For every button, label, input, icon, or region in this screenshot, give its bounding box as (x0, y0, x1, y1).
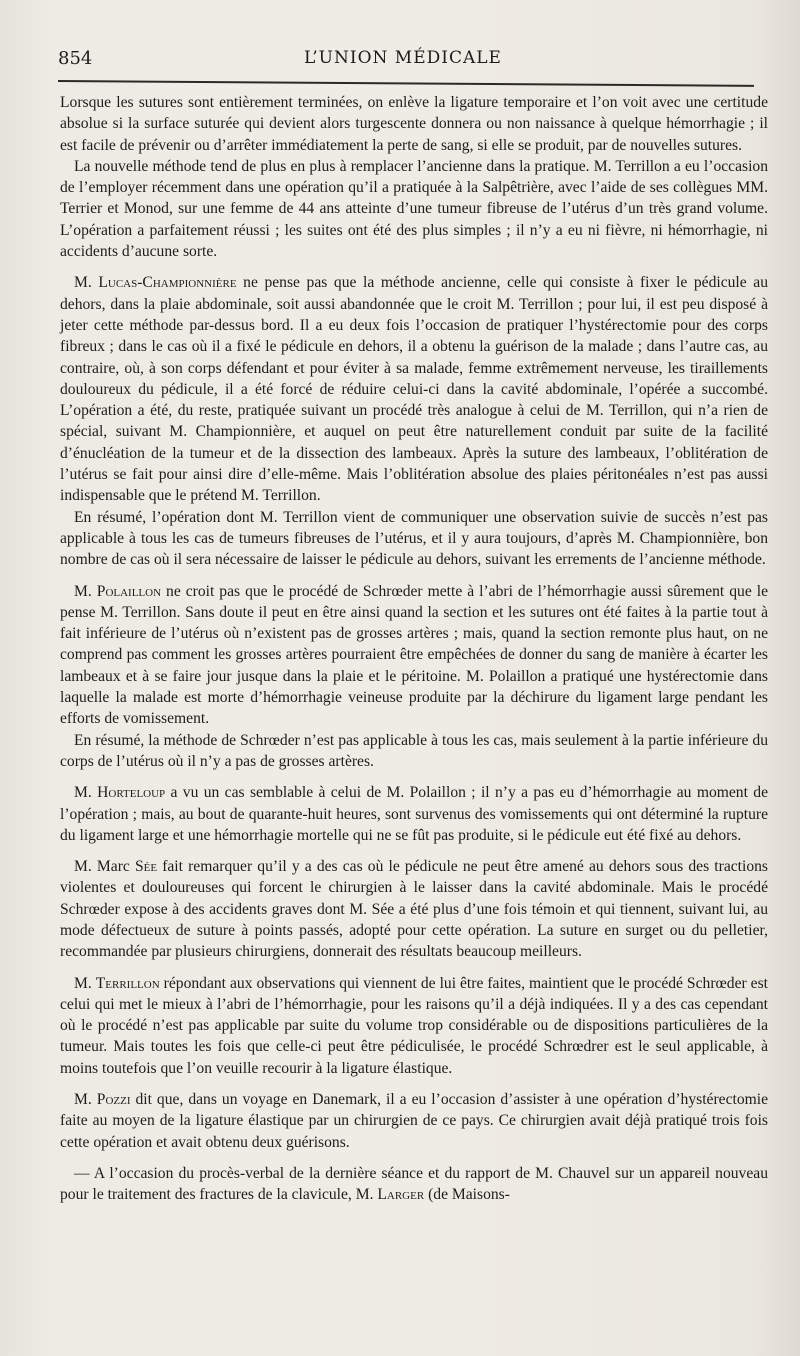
page-number: 854 (58, 48, 93, 69)
paragraph-text: répondant aux observations qui viennent de lui être faites, maintient que le procédé Schrœder est celui qui met le mieux à l’abri de l’hémorrhagie, pour les raisons qu’il a déjà indiquées. Il y a des cas cependant où le procédé n’est pas applicable par suite du volume trop considérable ou de dispositions particulières de la tumeur. Mais toutes les fois que celle-ci peut être pédiculisée, le procédé Schrœdrer est le seul applicable, à moins toutefois que l’on veuille recourir à la ligature élastique. (60, 974, 768, 1077)
paragraph-text: a vu un cas semblable à celui de M. Polaillon ; il n’y a pas eu d’hémorrhagie au moment de l’opération ; mais, au bout de quarante-huit heures, sont survenus des vomissements qui ont déterminé la rupture du ligament large et une hémorrhagie mortelle qui ne se fût pas produite, si le pédicule eut été fixé au dehors. (60, 784, 768, 844)
paragraph-3: M. Lucas-Championnière ne pense pas que la méthode ancienne, celle qui consiste à fixer le pédicule au dehors, dans la plaie abdominale, soit aussi abandonnée que le croit M. Terrillon ; pour lui, il est peu disposé à jeter cette méthode par-dessus bord. Il a eu deux fois l’occasion de pratiquer l’hystérectomie pour des corps fibreux ; dans le cas où il a fixé le pédicule en dehors, il a obtenu la guérison de la malade ; dans l’autre cas, au contraire, où, à son corps défendant et pour éviter à sa malade, femme extrêmement nerveuse, les tiraillements douloureux du pédicule, il a été forcé de réduire celui-ci dans la cavité abdominale, l’opérée a succombé. L’opération a été, du reste, pratiquée suivant un procédé très analogue à celui de M. Terrillon, qui n’a rien de spécial, suivant M. Championnière, et auquel on peut être naturellement conduit par suite de la facilité d’énucléation de la tumeur et de la dissection des lambeaux. Après la suture des lambeaux, l’oblitération de l’utérus se fait pour ainsi dire d’elle-même. Mais l’oblitération absolue des plaies péritonéales n’est pas aussi indispensable que le prétend M. Terrillon. (60, 274, 768, 505)
paragraph-5: M. Polaillon ne croit pas que le procédé de Schrœder mette à l’abri de l’hémorrhagie aussi sûrement que le pense M. Terrillon. Sans doute il peut en être ainsi quand la section et les sutures ont été faites à la partie tout à fait inférieure de l’utérus où n’existent pas de grosses artères ; mais, quand la section remonte plus haut, on ne comprend pas comment les grosses artères pourraient être empêchées de donner du sang de manière à écarter les lambeaux et à se faire jour jusque dans la plaie et le péritoine. M. Polaillon a pratiqué une hystérectomie dans laquelle la malade est morte d’hémorrhagie veineuse produite par la déchirure du ligament large pendant les efforts de vomissement. (60, 582, 768, 728)
paragraph-8: M. Marc Sée fait remarquer qu’il y a des cas où le pédicule ne peut être amené au dehors sous des tractions violentes et douloureuses qui forcent le chirurgien à le laisser dans la cavité abdominale. Mais le procédé Schrœder expose à des accidents graves dont M. Sée a été plus d’une fois témoin et qui tiennent, suivant lui, au mode défectueux de suture à points passés, adopté pour cette opération. La suture en surget ou du pelletier, recommandée par plusieurs chirurgiens, donnerait des résultats beaucoup meilleurs. (60, 858, 768, 961)
paragraph-text: ne pense pas que la méthode ancienne, celle qui consiste à fixer le pédicule au dehors, dans la plaie abdominale, soit aussi abandonnée que le croit M. Terrillon ; pour lui, il est peu disposé à jeter cette méthode par-dessus bord. Il a eu deux fois l’occasion de pratiquer l’hystérectomie pour des corps fibreux ; dans le cas où il a fixé le pédicule en dehors, il a obtenu la guérison de la malade ; dans l’autre cas, au contraire, où, à son corps défendant et pour éviter à sa malade, femme extrêmement nerveuse, les tiraillements douloureux du pédicule, il a été forcé de réduire celui-ci dans la cavité abdominale, l’opérée a succombé. L’opération a été, du reste, pratiquée suivant un procédé très analogue à celui de M. Terrillon, qui n’a rien de spécial, suivant M. Championnière, et auquel on peut être naturellement conduit par suite de la facilité d’énucléation de la tumeur et de la dissection des lambeaux. Après la suture des lambeaux, l’oblitération de l’utérus se fait pour ainsi dire d’elle-même. Mais l’oblitération absolue des plaies péritonéales n’est pas aussi indispensable que le prétend M. Terrillon. (60, 274, 768, 505)
speaker-name: Sée (134, 858, 158, 876)
speaker-name: Terrillon (95, 974, 160, 992)
paragraph-1: Lorsque les sutures sont entièrement terminées, on enlève la ligature temporaire et l’on voit avec une certitude absolue si la surface suturée qui devient alors turgescente donnera ou non naissance à quelque hémorrhagie ; il est facile de prévenir ou d’arrêter immédiatement la perte de sang, si elle se produit, par de nouvelles sutures. (60, 94, 768, 154)
paragraph-2: La nouvelle méthode tend de plus en plus à remplacer l’ancienne dans la pratique. M. Terrillon a eu l’occasion de l’employer récemment dans une opération qu’il a pratiquée à la Salpêtrière, avec l’aide de ses collègues MM. Terrier et Monod, sur une femme de 44 ans atteinte d’une tumeur fibreuse de l’utérus d’un très grand volume. L’opération a parfaitement réussi ; les suites ont été des plus simples ; il n’y a eu ni fièvre, ni hémorrhagie, ni accidents d’aucune sorte. (60, 157, 768, 261)
journal-title: L’UNION MÉDICALE (304, 48, 502, 68)
header-rule (58, 80, 754, 87)
paragraph-text: ne croit pas que le procédé de Schrœder mette à l’abri de l’hémorrhagie aussi sûrement que le pense M. Terrillon. Sans doute il peut en être ainsi quand la section et les sutures ont été faites à la partie tout à fait inférieure de l’utérus où n’existent pas de grosses artères ; mais, quand la section remonte plus haut, on ne comprend pas comment les grosses artères pourraient être empêchées de donner du sang de manière à écarter les lambeaux et à se faire jour jusque dans la plaie et le péritoine. M. Polaillon a pratiqué une hystérectomie dans laquelle la malade est morte d’hémorrhagie veineuse produite par la déchirure du ligament large pendant les efforts de vomissement. (60, 582, 768, 728)
speaker-name: Pozzi (96, 1091, 131, 1109)
paragraph-10: M. Pozzi dit que, dans un voyage en Danemark, il a eu l’occasion d’assister à une opération d’hystérectomie faite au moyen de la ligature élastique par un chirurgien de ce pays. Ce chirurgien avait déjà pratiqué trois fois cette opération et avait obtenu deux guérisons. (60, 1091, 768, 1151)
speaker-name: Lucas-Championnière (98, 274, 237, 292)
speaker-name: Larger (377, 1186, 425, 1204)
speaker-prefix: Marc (96, 858, 135, 876)
paragraph-7: M. Horteloup a vu un cas semblable à celui de M. Polaillon ; il n’y a pas eu d’hémorrhagie au moment de l’opération ; mais, au bout de quarante-huit heures, sont survenus des vomissements qui ont déterminé la rupture du ligament large et une hémorrhagie mortelle qui ne se fût pas produite, si le pédicule eut été fixé au dehors. (60, 784, 768, 844)
paragraph-4: En résumé, l’opération dont M. Terrillon vient de communiquer une observation suivie de succès n’est pas applicable à tous les cas de tumeurs fibreuses de l’utérus, et il y aura toujours, d’après M. Championnière, bon nombre de cas où il sera nécessaire de laisser le pédicule au dehors, suivant les errements de l’ancienne méthode. (60, 508, 768, 569)
paragraph-text: fait remarquer qu’il y a des cas où le pédicule ne peut être amené au dehors sous des tractions violentes et douloureuses qui forcent le chirurgien à le laisser dans la cavité abdominale. Mais le procédé Schrœder expose à des accidents graves dont M. Sée a été plus d’une fois témoin et qui tiennent, suivant lui, au mode défectueux de suture à points passés, adopté pour cette opération. La suture en surget ou du pelletier, recommandée par plusieurs chirurgiens, donnerait des résultats beaucoup meilleurs. (60, 858, 768, 961)
paragraph-text: — A l’occasion du procès-verbal de la dernière séance et du rapport de M. Chauvel sur un appareil nouveau pour le traitement des fractures de la clavicule, M. (60, 1164, 768, 1204)
paragraph-text: dit que, dans un voyage en Danemark, il a eu l’occasion d’assister à une opération d’hystérectomie faite au moyen de la ligature élastique par un chirurgien de ce pays. Ce chirurgien avait déjà pratiqué trois fois cette opération et avait obtenu deux guérisons. (60, 1091, 768, 1151)
page-header (58, 44, 748, 74)
paragraph-11 (60, 1163, 768, 1206)
speaker-name: Horteloup (97, 784, 166, 802)
article-body (60, 92, 768, 1206)
paragraph-text-tail: (de Maisons- (424, 1186, 510, 1204)
speaker-name: Polaillon (96, 582, 162, 600)
paragraph-9: M. Terrillon répondant aux observations qui viennent de lui être faites, maintient que le procédé Schrœder est celui qui met le mieux à l’abri de l’hémorrhagie, pour les raisons qu’il a déjà indiquées. Il y a des cas cependant où le procédé n’est pas applicable par suite du volume trop considérable ou de dispositions particulières de la tumeur. Mais toutes les fois que celle-ci peut être pédiculisée, le procédé Schrœdrer est le seul applicable, à moins toutefois que l’on veuille recourir à la ligature élastique. (60, 974, 768, 1077)
paragraph-6: En résumé, la méthode de Schrœder n’est pas applicable à tous les cas, mais seulement à la partie inférieure du corps de l’utérus où il n’y a pas de grosses artères. (60, 731, 768, 770)
